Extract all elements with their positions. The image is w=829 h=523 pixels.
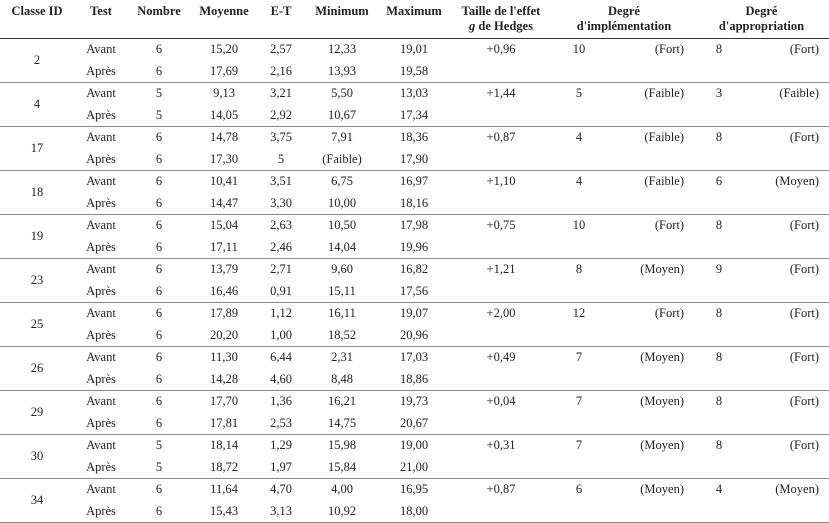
test-cell: Avant xyxy=(86,306,116,321)
et-cell: 4,70 xyxy=(270,482,292,497)
test-cell: Avant xyxy=(86,86,116,101)
appropriation-cell xyxy=(694,171,829,193)
classe-id-cell: 17 xyxy=(0,127,74,171)
test-cell: Avant xyxy=(86,42,116,57)
empty-cell xyxy=(448,325,554,347)
implementation-level: (Moyen) xyxy=(640,438,684,452)
classe-id-cell: 23 xyxy=(0,259,74,303)
maximum-cell: 18,16 xyxy=(380,193,448,215)
et-cell: 2,57 xyxy=(270,42,292,57)
nombre-cell: 6 xyxy=(128,237,190,259)
appropriation-score: 8 xyxy=(715,130,723,144)
minimum-cell: 9,60 xyxy=(331,262,353,277)
moyenne-cell: 11,64 xyxy=(210,482,238,497)
implementation-level: (Moyen) xyxy=(640,350,684,364)
empty-cell xyxy=(694,501,829,523)
empty-cell xyxy=(694,237,829,259)
nombre-cell: 6 xyxy=(128,193,190,215)
nombre-cell: 6 xyxy=(128,61,190,83)
moyenne-cell: 15,20 xyxy=(209,42,239,57)
effect-size-cell: +1,10 xyxy=(486,174,516,189)
implementation-cell xyxy=(554,39,694,61)
table-row xyxy=(0,259,829,281)
table-row xyxy=(0,413,829,435)
header-implementation: Degré d'implémentation xyxy=(576,4,672,33)
implementation-cell xyxy=(554,391,694,413)
implementation-score: 7 xyxy=(575,394,583,408)
et-cell: 3,51 xyxy=(270,174,292,189)
et-cell: 1,97 xyxy=(258,457,304,479)
empty-cell xyxy=(554,105,694,127)
implementation-level: (Fort) xyxy=(654,306,684,320)
table-row xyxy=(0,61,829,83)
appropriation-cell xyxy=(694,259,829,281)
et-cell: 6,44 xyxy=(270,350,292,365)
effect-size-cell: +0,87 xyxy=(486,482,516,497)
minimum-cell: 7,91 xyxy=(331,130,353,145)
appropriation-level: (Fort) xyxy=(789,438,819,452)
effect-size-cell: +0,75 xyxy=(486,218,516,233)
appropriation-level: (Faible) xyxy=(779,86,819,100)
table-row xyxy=(0,369,829,391)
effect-size-cell: +2,00 xyxy=(486,306,516,321)
nombre-cell: 6 xyxy=(155,262,163,277)
maximum-cell: 17,03 xyxy=(399,350,429,365)
effect-size-cell: +0,49 xyxy=(486,350,516,365)
nombre-cell: 6 xyxy=(155,218,163,233)
moyenne-cell: 18,72 xyxy=(190,457,258,479)
header-classe-id: Classe ID xyxy=(11,4,63,18)
empty-cell xyxy=(448,457,554,479)
empty-cell xyxy=(448,501,554,523)
et-cell: 1,00 xyxy=(258,325,304,347)
moyenne-cell: 17,30 xyxy=(190,149,258,171)
minimum-cell: 6,75 xyxy=(331,174,353,189)
et-cell: 2,53 xyxy=(258,413,304,435)
header-et: E-T xyxy=(270,4,292,18)
minimum-cell: 18,52 xyxy=(304,325,380,347)
implementation-cell xyxy=(554,303,694,325)
maximum-cell: 17,98 xyxy=(399,218,429,233)
appropriation-cell xyxy=(694,215,829,237)
maximum-cell: 19,58 xyxy=(380,61,448,83)
et-cell: 3,21 xyxy=(270,86,292,101)
maximum-cell: 17,34 xyxy=(380,105,448,127)
empty-cell xyxy=(694,281,829,303)
implementation-level: (Moyen) xyxy=(640,262,684,276)
moyenne-cell: 13,79 xyxy=(209,262,239,277)
classe-id-cell: 26 xyxy=(0,347,74,391)
empty-cell xyxy=(448,281,554,303)
implementation-level: (Fort) xyxy=(654,218,684,232)
minimum-cell: 10,67 xyxy=(304,105,380,127)
header-minimum: Minimum xyxy=(315,4,369,18)
table-row xyxy=(0,83,829,105)
empty-cell xyxy=(694,413,829,435)
empty-cell xyxy=(694,61,829,83)
empty-cell xyxy=(554,237,694,259)
implementation-cell xyxy=(554,435,694,457)
implementation-cell xyxy=(554,171,694,193)
empty-cell xyxy=(554,501,694,523)
appropriation-cell xyxy=(694,347,829,369)
et-cell: 4,60 xyxy=(258,369,304,391)
implementation-score: 10 xyxy=(572,218,586,232)
implementation-cell xyxy=(554,259,694,281)
maximum-cell: 20,67 xyxy=(380,413,448,435)
implementation-score: 8 xyxy=(575,262,583,276)
implementation-score: 4 xyxy=(575,130,583,144)
moyenne-cell: 10,41 xyxy=(209,174,239,189)
maximum-cell: 21,00 xyxy=(380,457,448,479)
et-cell: 0,91 xyxy=(258,281,304,303)
header-appropriation: Degré d'appropriation xyxy=(718,4,805,33)
minimum-cell: 15,11 xyxy=(304,281,380,303)
implementation-level: (Faible) xyxy=(644,174,684,188)
moyenne-cell: 11,30 xyxy=(210,350,238,365)
moyenne-cell: 17,11 xyxy=(190,237,258,259)
appropriation-score: 8 xyxy=(715,350,723,364)
nombre-cell: 6 xyxy=(155,350,163,365)
appropriation-cell xyxy=(694,83,829,105)
minimum-cell: 2,31 xyxy=(331,350,353,365)
test-cell: Avant xyxy=(86,130,116,145)
moyenne-cell: 17,81 xyxy=(190,413,258,435)
classe-id-cell: 4 xyxy=(0,83,74,127)
classe-id-cell: 30 xyxy=(0,435,74,479)
empty-cell xyxy=(694,325,829,347)
implementation-level: (Faible) xyxy=(644,86,684,100)
implementation-level: (Faible) xyxy=(644,130,684,144)
effect-size-cell: +1,21 xyxy=(486,262,516,277)
classe-id-cell: 29 xyxy=(0,391,74,435)
moyenne-cell: 17,70 xyxy=(209,394,239,409)
maximum-cell: 19,07 xyxy=(399,306,429,321)
appropriation-cell xyxy=(694,479,829,501)
implementation-cell xyxy=(554,83,694,105)
implementation-cell xyxy=(554,215,694,237)
nombre-cell: 6 xyxy=(128,369,190,391)
empty-cell xyxy=(554,369,694,391)
appropriation-score: 4 xyxy=(715,482,723,496)
moyenne-cell: 15,43 xyxy=(190,501,258,523)
appropriation-score: 8 xyxy=(715,306,723,320)
classe-id-cell: 19 xyxy=(0,215,74,259)
maximum-cell: 16,97 xyxy=(399,174,429,189)
minimum-cell: 14,04 xyxy=(304,237,380,259)
implementation-cell xyxy=(554,347,694,369)
appropriation-level: (Fort) xyxy=(789,130,819,144)
appropriation-level: (Fort) xyxy=(789,394,819,408)
test-cell: Après xyxy=(74,193,128,215)
empty-cell xyxy=(694,457,829,479)
et-cell: 3,13 xyxy=(258,501,304,523)
minimum-cell: (Faible) xyxy=(304,149,380,171)
table-row xyxy=(0,303,829,325)
implementation-score: 6 xyxy=(575,482,583,496)
empty-cell xyxy=(448,413,554,435)
table-row xyxy=(0,193,829,215)
minimum-cell: 5,50 xyxy=(331,86,353,101)
appropriation-score: 9 xyxy=(715,262,723,276)
test-cell: Avant xyxy=(86,438,116,453)
implementation-score: 12 xyxy=(572,306,586,320)
empty-cell xyxy=(448,105,554,127)
moyenne-cell: 16,46 xyxy=(190,281,258,303)
appropriation-score: 6 xyxy=(715,174,723,188)
empty-cell xyxy=(554,413,694,435)
nombre-cell: 6 xyxy=(128,501,190,523)
minimum-cell: 16,11 xyxy=(328,306,356,321)
appropriation-score: 8 xyxy=(715,438,723,452)
test-cell: Après xyxy=(74,325,128,347)
table-row xyxy=(0,501,829,523)
appropriation-level: (Moyen) xyxy=(775,174,819,188)
implementation-score: 5 xyxy=(575,86,583,100)
moyenne-cell: 9,13 xyxy=(213,86,235,101)
table-row xyxy=(0,435,829,457)
moyenne-cell: 14,05 xyxy=(190,105,258,127)
test-cell: Après xyxy=(74,237,128,259)
appropriation-level: (Fort) xyxy=(789,262,819,276)
effect-size-cell: +0,04 xyxy=(486,394,516,409)
table-row xyxy=(0,457,829,479)
classe-id-cell: 2 xyxy=(0,39,74,83)
maximum-cell: 17,56 xyxy=(380,281,448,303)
minimum-cell: 13,93 xyxy=(304,61,380,83)
minimum-cell: 15,98 xyxy=(327,438,357,453)
table-row xyxy=(0,39,829,61)
implementation-level: (Fort) xyxy=(654,42,684,56)
empty-cell xyxy=(448,61,554,83)
minimum-cell: 10,00 xyxy=(304,193,380,215)
empty-cell xyxy=(554,149,694,171)
maximum-cell: 17,90 xyxy=(380,149,448,171)
et-cell: 3,30 xyxy=(258,193,304,215)
table-row xyxy=(0,325,829,347)
nombre-cell: 6 xyxy=(155,394,163,409)
minimum-cell: 10,50 xyxy=(327,218,357,233)
moyenne-cell: 14,47 xyxy=(190,193,258,215)
test-cell: Avant xyxy=(86,174,116,189)
appropriation-score: 8 xyxy=(715,42,723,56)
maximum-cell: 18,00 xyxy=(380,501,448,523)
et-cell: 2,63 xyxy=(270,218,292,233)
table-row xyxy=(0,237,829,259)
empty-cell xyxy=(448,237,554,259)
moyenne-cell: 18,14 xyxy=(209,438,239,453)
table-row xyxy=(0,149,829,171)
nombre-cell: 6 xyxy=(128,325,190,347)
empty-cell xyxy=(694,105,829,127)
appropriation-score: 8 xyxy=(715,218,723,232)
test-cell: Avant xyxy=(86,394,116,409)
maximum-cell: 19,96 xyxy=(380,237,448,259)
appropriation-level: (Fort) xyxy=(789,218,819,232)
table-body xyxy=(0,39,829,523)
appropriation-cell xyxy=(694,127,829,149)
et-cell: 1,36 xyxy=(270,394,292,409)
empty-cell xyxy=(694,369,829,391)
moyenne-cell: 20,20 xyxy=(190,325,258,347)
et-cell: 2,16 xyxy=(258,61,304,83)
maximum-cell: 13,03 xyxy=(399,86,429,101)
implementation-level: (Moyen) xyxy=(640,482,684,496)
maximum-cell: 18,36 xyxy=(399,130,429,145)
test-cell: Après xyxy=(74,149,128,171)
nombre-cell: 6 xyxy=(128,281,190,303)
empty-cell xyxy=(554,61,694,83)
implementation-cell xyxy=(554,479,694,501)
test-cell: Avant xyxy=(86,350,116,365)
test-cell: Après xyxy=(74,281,128,303)
implementation-level: (Moyen) xyxy=(640,394,684,408)
implementation-cell xyxy=(554,127,694,149)
header-nombre: Nombre xyxy=(137,4,181,18)
test-cell: Après xyxy=(74,457,128,479)
header-effect-size: Taille de l'effet g de Hedges xyxy=(461,4,541,33)
appropriation-level: (Fort) xyxy=(789,350,819,364)
table-row xyxy=(0,391,829,413)
appropriation-cell xyxy=(694,391,829,413)
maximum-cell: 19,00 xyxy=(399,438,429,453)
et-cell: 2,46 xyxy=(258,237,304,259)
appropriation-score: 3 xyxy=(715,86,723,100)
minimum-cell: 8,48 xyxy=(304,369,380,391)
empty-cell xyxy=(448,149,554,171)
appropriation-level: (Moyen) xyxy=(775,482,819,496)
nombre-cell: 5 xyxy=(128,457,190,479)
implementation-score: 7 xyxy=(575,350,583,364)
table-row xyxy=(0,215,829,237)
appropriation-cell xyxy=(694,303,829,325)
appropriation-cell xyxy=(694,39,829,61)
nombre-cell: 6 xyxy=(155,42,163,57)
maximum-cell: 18,86 xyxy=(380,369,448,391)
appropriation-score: 8 xyxy=(715,394,723,408)
test-cell: Avant xyxy=(86,482,116,497)
nombre-cell: 6 xyxy=(155,306,163,321)
maximum-cell: 19,01 xyxy=(399,42,429,57)
et-cell: 2,92 xyxy=(258,105,304,127)
nombre-cell: 5 xyxy=(155,86,163,101)
header-moyenne: Moyenne xyxy=(199,4,249,18)
table-row xyxy=(0,479,829,501)
minimum-cell: 10,92 xyxy=(304,501,380,523)
table-row xyxy=(0,127,829,149)
moyenne-cell: 14,28 xyxy=(190,369,258,391)
effect-size-cell: +0,87 xyxy=(486,130,516,145)
appropriation-cell xyxy=(694,435,829,457)
header-test: Test xyxy=(90,4,112,18)
maximum-cell: 20,96 xyxy=(380,325,448,347)
classe-id-cell: 25 xyxy=(0,303,74,347)
empty-cell xyxy=(554,457,694,479)
test-cell: Après xyxy=(74,501,128,523)
moyenne-cell: 17,69 xyxy=(190,61,258,83)
minimum-cell: 12,33 xyxy=(327,42,357,57)
empty-cell xyxy=(694,149,829,171)
nombre-cell: 6 xyxy=(155,130,163,145)
table-row xyxy=(0,105,829,127)
test-cell: Après xyxy=(74,369,128,391)
implementation-score: 4 xyxy=(575,174,583,188)
moyenne-cell: 17,89 xyxy=(209,306,239,321)
test-cell: Après xyxy=(74,105,128,127)
moyenne-cell: 14,78 xyxy=(209,130,239,145)
nombre-cell: 6 xyxy=(128,413,190,435)
et-cell: 3,75 xyxy=(270,130,292,145)
minimum-cell: 14,75 xyxy=(304,413,380,435)
maximum-cell: 16,82 xyxy=(399,262,429,277)
empty-cell xyxy=(694,193,829,215)
minimum-cell: 4,00 xyxy=(331,482,353,497)
minimum-cell: 15,84 xyxy=(304,457,380,479)
nombre-cell: 5 xyxy=(128,105,190,127)
test-cell: Avant xyxy=(86,218,116,233)
effect-size-cell: +1,44 xyxy=(486,86,516,101)
nombre-cell: 6 xyxy=(155,174,163,189)
nombre-cell: 6 xyxy=(155,482,163,497)
empty-cell xyxy=(554,281,694,303)
classe-id-cell: 34 xyxy=(0,479,74,523)
empty-cell xyxy=(554,193,694,215)
test-cell: Avant xyxy=(86,262,116,277)
table-row xyxy=(0,281,829,303)
maximum-cell: 19,73 xyxy=(399,394,429,409)
table-row xyxy=(0,347,829,369)
et-cell: 2,71 xyxy=(270,262,292,277)
empty-cell xyxy=(448,193,554,215)
empty-cell xyxy=(554,325,694,347)
et-cell: 1,12 xyxy=(270,306,292,321)
test-cell: Après xyxy=(74,61,128,83)
moyenne-cell: 15,04 xyxy=(209,218,239,233)
nombre-cell: 5 xyxy=(155,438,163,453)
test-cell: Après xyxy=(74,413,128,435)
maximum-cell: 16,95 xyxy=(399,482,429,497)
et-cell: 1,29 xyxy=(270,438,292,453)
table-row xyxy=(0,171,829,193)
appropriation-level: (Fort) xyxy=(789,42,819,56)
implementation-score: 7 xyxy=(575,438,583,452)
appropriation-level: (Fort) xyxy=(789,306,819,320)
header-row xyxy=(0,0,829,39)
implementation-score: 10 xyxy=(572,42,586,56)
classe-id-cell: 18 xyxy=(0,171,74,215)
minimum-cell: 16,21 xyxy=(327,394,357,409)
nombre-cell: 6 xyxy=(128,149,190,171)
et-cell: 5 xyxy=(258,149,304,171)
effect-size-cell: +0,31 xyxy=(486,438,516,453)
effect-size-cell: +0,96 xyxy=(486,42,516,57)
header-maximum: Maximum xyxy=(386,4,442,18)
empty-cell xyxy=(448,369,554,391)
